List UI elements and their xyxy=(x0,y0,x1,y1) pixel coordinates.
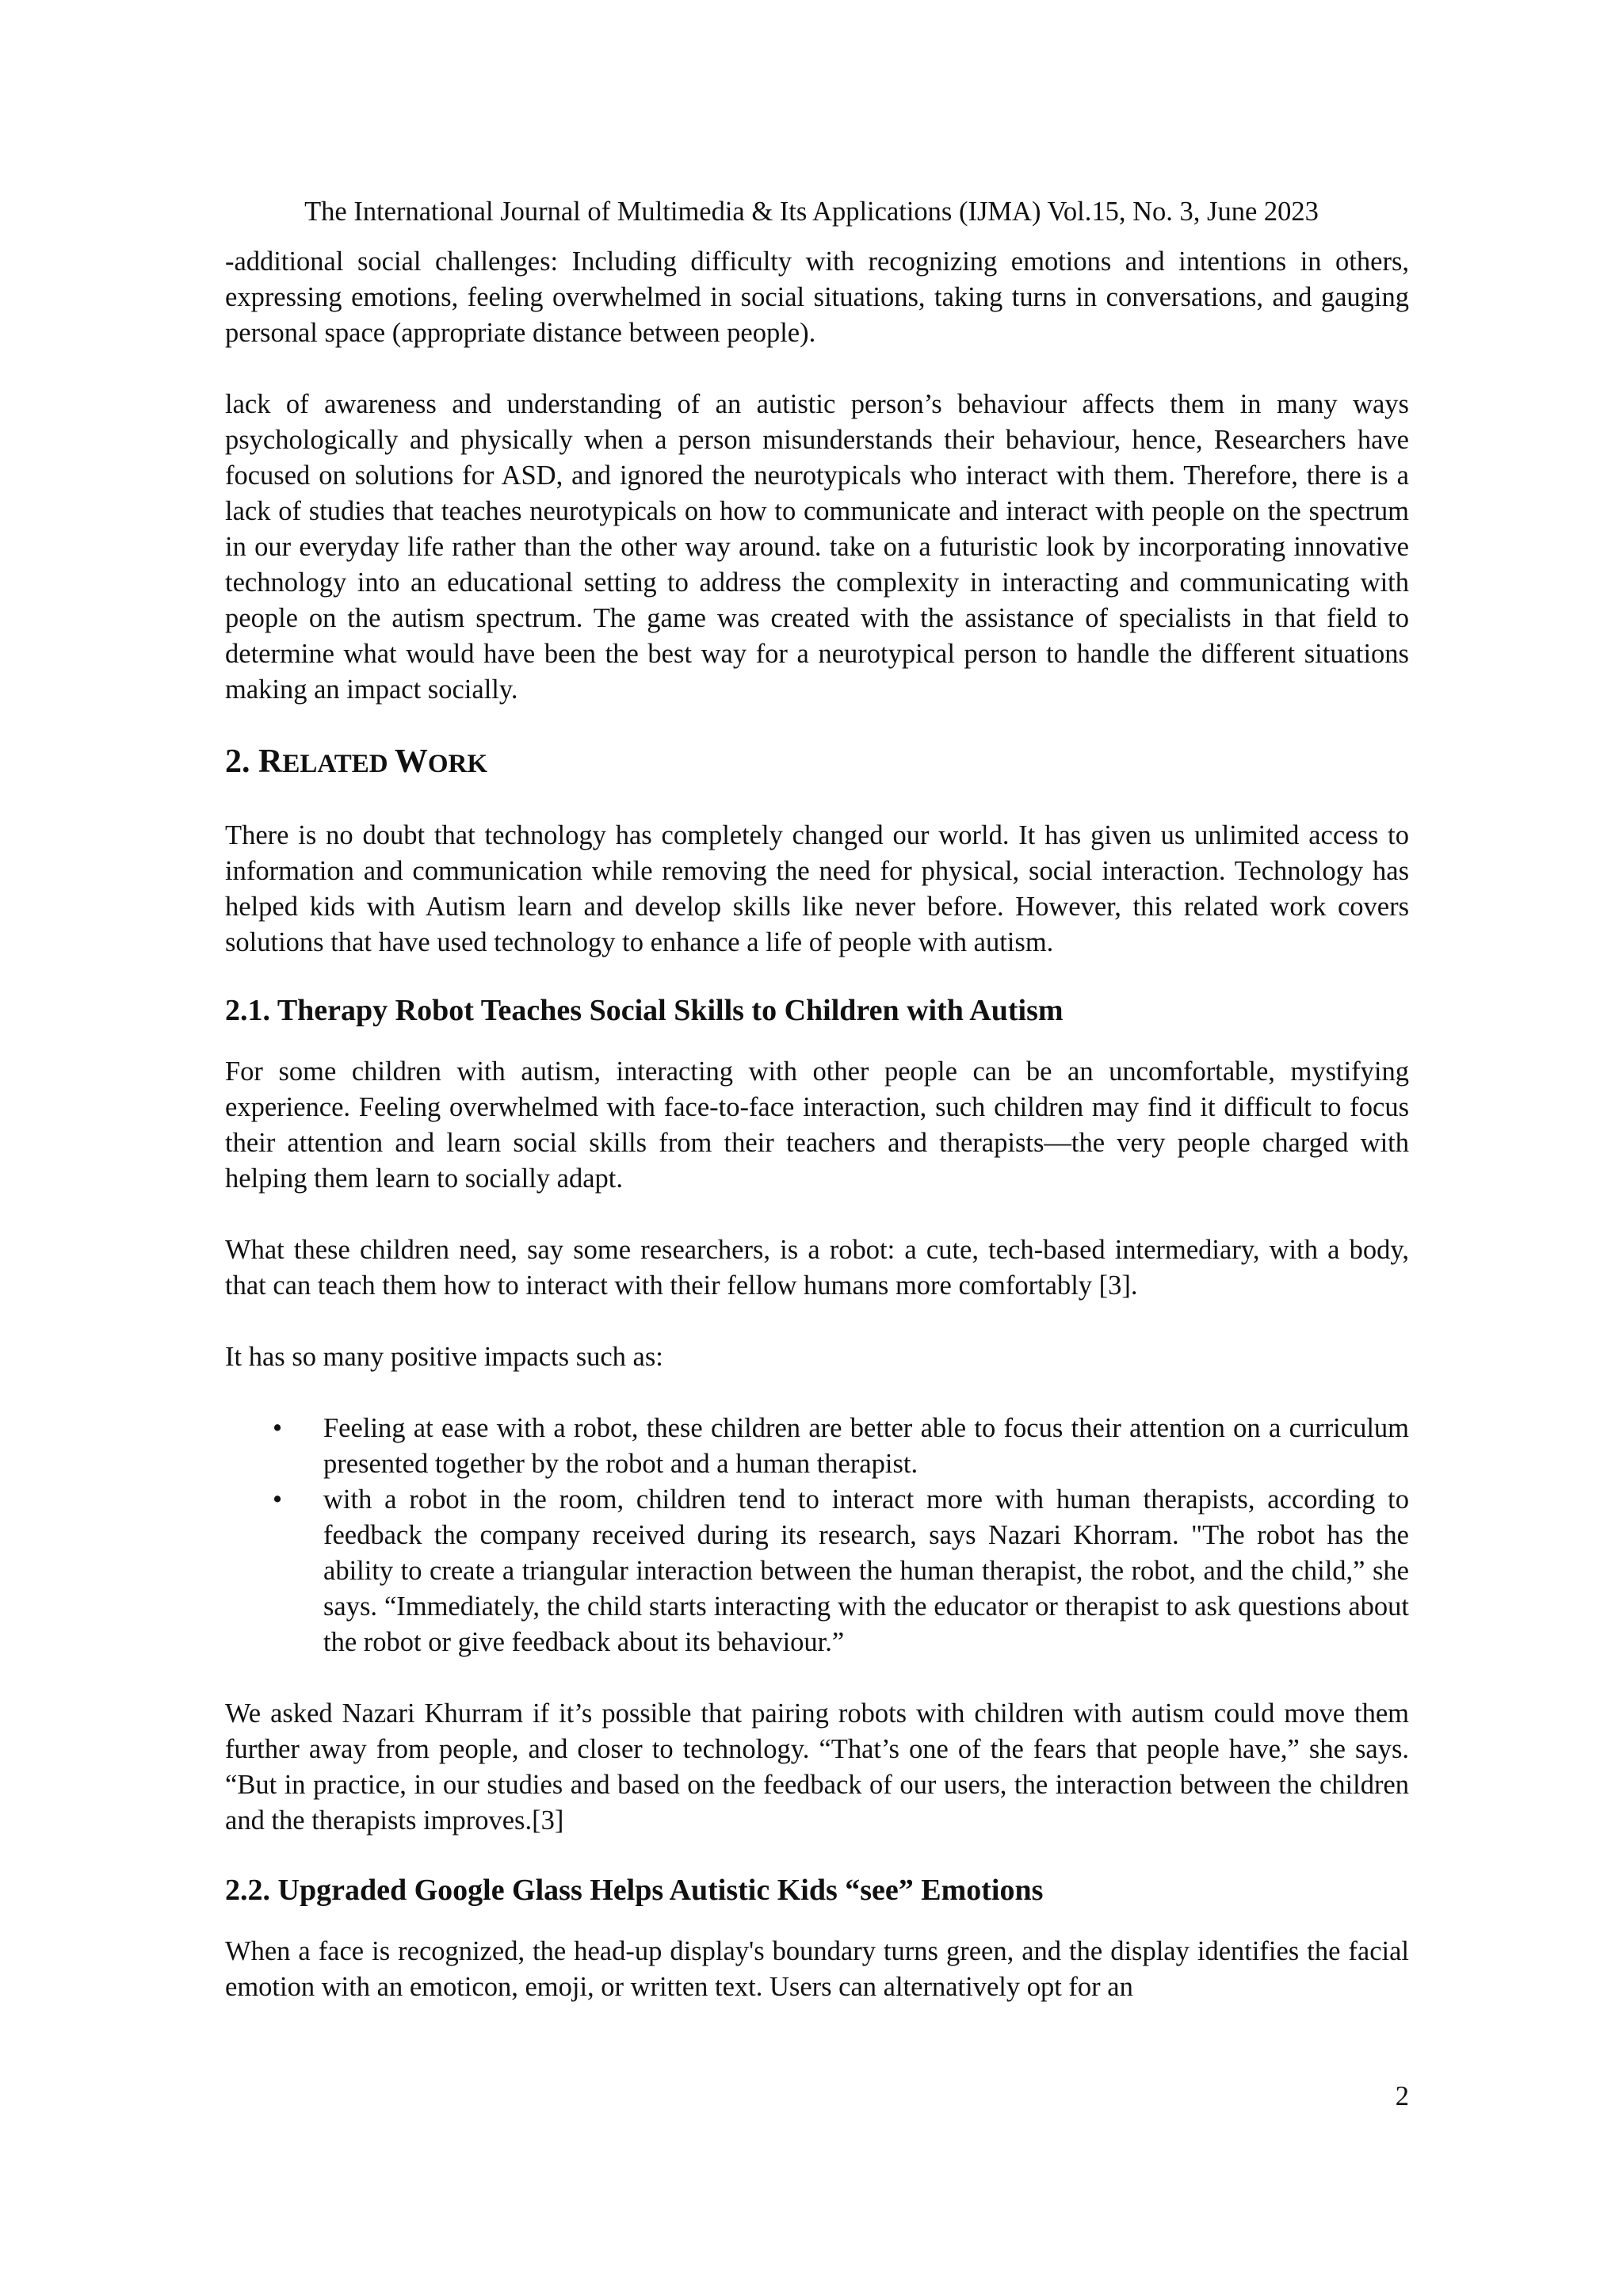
page-body xyxy=(225,244,1409,2005)
paragraph-social-challenges: -additional social challenges: Including difficulty with recognizing emotions and intentions in others, expressing emotions, feeling overwhelmed in social situations, taking turns in conversations, and gauging personal space (appropriate distance between people). xyxy=(225,246,1409,348)
paragraph-positive-impacts: It has so many positive impacts such as: xyxy=(225,1342,663,1372)
paragraph-face-recognized: When a face is recognized, the head-up display's boundary turns green, and the display identifies the facial emotion with an emoticon, emoji, or written text. Users can alternatively opt for an xyxy=(225,1936,1409,2002)
list-item: • Feeling at ease with a robot, these children are better able to focus their attention on a curriculum presented together by the robot and a human therapist. xyxy=(225,1411,1409,1482)
running-header: The International Journal of Multimedia & Its Applications (IJMA) Vol.15, No. 3, June 2023 xyxy=(304,197,1319,227)
page-number: 2 xyxy=(1395,2081,1409,2111)
paragraph-nazari-interview: We asked Nazari Khurram if it’s possible that pairing robots with children with autism could move them further away from people, and closer to technology. “That’s one of the fears that people have,” she says. “But in practice, in our studies and based on the feedback of our users, the interaction between the children and the therapists improves.[3] xyxy=(225,1698,1409,1836)
paragraph-lack-of-awareness: lack of awareness and understanding of an autistic person’s behaviour affects them in many ways psychologically and physically when a person misunderstands their behaviour, hence, Researchers have focused on solutions for ASD, and ignored the neurotypicals who interact with them. Therefore, there is a lack of studies that teaches neurotypicals on how to communicate and interact with people on the spectrum in our everyday life rather than the other way around. take on a futuristic look by incorporating innovative technology into an educational setting to address the complexity in interacting and communicating with people on the autism spectrum. The game was created with the assistance of specialists in that field to determine what would have been the best way for a neurotypical person to handle the different situations making an impact socially. xyxy=(225,389,1409,705)
subsection-heading-therapy-robot: 2.1. Therapy Robot Teaches Social Skills to Children with Autism xyxy=(225,994,1064,1027)
paragraph-technology-intro: There is no doubt that technology has completely changed our world. It has given us unlimited access to information and communication while removing the need for physical, social interaction. Technology has helped kids with Autism learn and develop skills like never before. However, this related work covers solutions that have used technology to enhance a life of people with autism. xyxy=(225,820,1409,957)
bullet-glyph: • xyxy=(273,1484,283,1515)
subsection-heading-google-glass: 2.2. Upgraded Google Glass Helps Autistic Kids “see” Emotions xyxy=(225,1874,1044,1907)
list-item: • with a robot in the room, children tend to interact more with human therapists, according to feedback the company received during its research, says Nazari Khorram. "The robot has the ability to create a triangular interaction between the human therapist, the robot, and the child,” she says. “Immediately, the child starts interacting with the educator or therapist to ask questions about the robot or give feedback about its behaviour.” xyxy=(225,1482,1409,1660)
bullet-glyph: • xyxy=(273,1413,283,1443)
section-heading-related-work: 2. RELATED WORK xyxy=(225,743,488,780)
paragraph-children-with-autism: For some children with autism, interacting with other people can be an uncomfortable, mystifying experience. Feeling overwhelmed with face-to-face interaction, such children may find it difficult to focus their attention and learn social skills from their teachers and therapists—the very people charged with helping them learn to socially adapt. xyxy=(225,1056,1409,1194)
section-number: 2. xyxy=(225,743,258,780)
impacts-list xyxy=(225,1411,1409,1660)
paragraph-robot-intermediary: What these children need, say some researchers, is a robot: a cute, tech-based intermediary, with a body, that can teach them how to interact with their fellow humans more comfortably [3]. xyxy=(225,1235,1409,1301)
